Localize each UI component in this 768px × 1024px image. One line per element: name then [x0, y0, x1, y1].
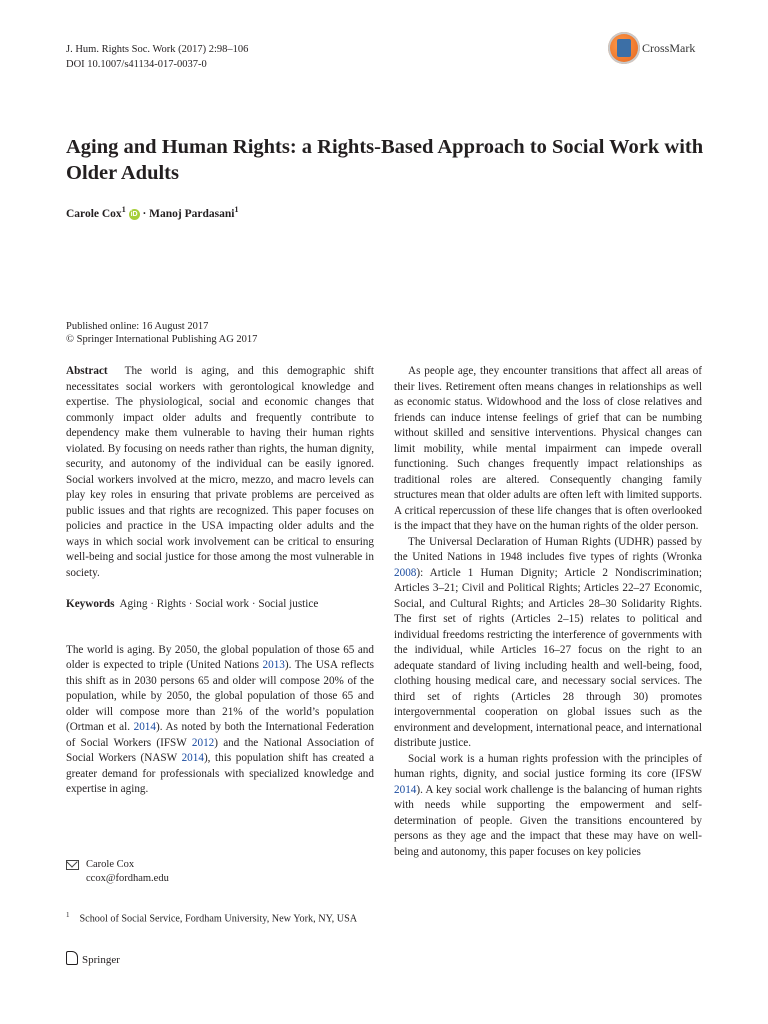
intro-text: ). The USA reflects this shift as in 2030 persons 65 and older will compose 20% of the population, while by 2050, the global population of those 65 and older will compose more than 21% of the world’s population (Ortman et al. [66, 659, 374, 733]
citation-link[interactable]: 2014 [181, 752, 204, 764]
envelope-icon [66, 860, 79, 870]
author-affil-sup: 1 [234, 205, 239, 214]
author-list [66, 205, 238, 220]
intro-text: ). As noted by both the International Federation of Social Workers (IFSW [66, 721, 374, 749]
left-column [66, 364, 374, 798]
citation-link[interactable]: 2013 [262, 659, 285, 671]
affiliation-sup: 1 [66, 911, 70, 919]
body-text: The Universal Declaration of Human Rights (UDHR) passed by the United Nations in 1948 includes five types of rights (Wronka [394, 535, 702, 563]
journal-header [66, 42, 248, 72]
crossmark-badge[interactable] [608, 32, 718, 68]
author-name[interactable]: Carole Cox [66, 207, 122, 220]
intro-text: ) and the National Association of Social Workers (NASW [66, 736, 374, 764]
author-affil-sup: 1 [121, 205, 126, 214]
correspondence [86, 858, 169, 886]
correspondence-name: Carole Cox [86, 859, 135, 870]
author-name[interactable]: Manoj Pardasani [149, 207, 235, 220]
publisher-label: Springer [82, 954, 120, 966]
journal-citation: J. Hum. Rights Soc. Work (2017) 2:98–106 [66, 44, 249, 55]
abstract [66, 364, 374, 581]
citation-link[interactable]: 2014 [394, 783, 417, 796]
springer-horse-icon [66, 951, 78, 965]
affiliation-text: School of Social Service, Fordham University, New York, NY, USA [79, 913, 358, 925]
copyright: © Springer International Publishing AG 2017 [66, 334, 258, 345]
published-date: Published online: 16 August 2017 [66, 321, 209, 332]
correspondence-email[interactable]: ccox@fordham.edu [86, 873, 169, 884]
abstract-label: Abstract [66, 365, 108, 377]
doi[interactable]: DOI 10.1007/s41134-017-0037-0 [66, 59, 207, 70]
publication-info [66, 320, 257, 346]
paper-title: Aging and Human Rights: a Rights-Based Approach to Social Work with Older Adults [66, 136, 704, 184]
intro-text: ), this population shift has created a greater demand for professionals with specialized knowledge and expertise in aging. [66, 752, 374, 795]
orcid-icon[interactable]: iD [130, 210, 138, 218]
intro-text: The world is aging. By 2050, the global population of those 65 and older is expected to triple (United Nations [66, 643, 374, 671]
author-separator: · [142, 207, 147, 220]
citation-link[interactable]: 2012 [191, 736, 215, 749]
body-text: Social work is a human rights profession with the principles of human rights, dignity, and social justice forming its core (IFSW [394, 752, 702, 780]
body-paragraph: As people age, they encounter transitions that affect all areas of their lives. Retirement often means changes in relationships as well as economic status. Widowhood and the loss of close relatives and friends can induce intense feelings of grief that can be numbing without skilled and sensitive interventions. Physical changes can limit mobility, while mental impairment can impede overall functioning. Such changes frequently impact relationships as traditional roles are altered. Consequently changing family structures mean that older adults are often left with limited supports. A critical repercussion of these life changes that is often overlooked is the impact that they have on the human rights of the older person. [394, 365, 702, 532]
keywords [66, 597, 374, 613]
intro-paragraph [66, 643, 374, 798]
crossmark-label: CrossMark [642, 41, 696, 55]
body-paragraph [394, 535, 702, 752]
abstract-text: The world is aging, and this demographic shift necessitates social workers with gerontological knowledge and expertise. The physiological, social and economic changes that commonly impact older adults and frequently contribute to dependency make them vulnerable to having their human rights violated. By focusing on needs rather than rights, the human dignity, security, and autonomy of the individual can be easily ignored. Social workers involved at the micro, mezzo, and macro levels can play key roles in ensuring that private problems are perceived as public issues and that rights are recognized. This paper focuses on policies and practice in the USA impacting older adults and the ways in which social work involvement can be critical to ensuring well-being and social justice for those among the most vulnerable in society. [66, 365, 374, 579]
crossmark-bookmark-icon [617, 39, 631, 57]
body-paragraph [394, 752, 702, 861]
body-text: ): Article 1 Human Dignity; Article 2 Nondiscrimination; Articles 3–21; Civil and Political Rights; Articles 22–27 Economic, Social, and Cultural Rights; and Articles 28–30 Solidarity Rights. The first set of rights (Articles 2–15) relates to political and individual freedoms restricting the interference of governments with the individual, while Articles 16–27 focus on the right to an adequate standard of living including health and well-being, food, clothing housing medical care, and necessary social services. The third set of rights (Articles 28 through 30) promotes intergovernmental cooperation on global issues such as the environment and development, international peace, and international distribute justice. [394, 566, 702, 749]
publisher-logo [66, 951, 120, 966]
body-text: ). A key social work challenge is the balancing of human rights with needs while supporting the empowerment and self-determination of people. Given the transitions encountered by persons as they age and the impact that these may have on well-being and autonomy, this paper focuses on key policies [394, 783, 702, 858]
citation-link[interactable]: 2008 [394, 566, 417, 579]
right-column [394, 364, 702, 860]
keywords-text: Aging · Rights · Social work · Social justice [119, 598, 319, 610]
keywords-label: Keywords [66, 598, 115, 610]
affiliation [66, 911, 357, 924]
citation-link[interactable]: 2014 [133, 721, 156, 733]
